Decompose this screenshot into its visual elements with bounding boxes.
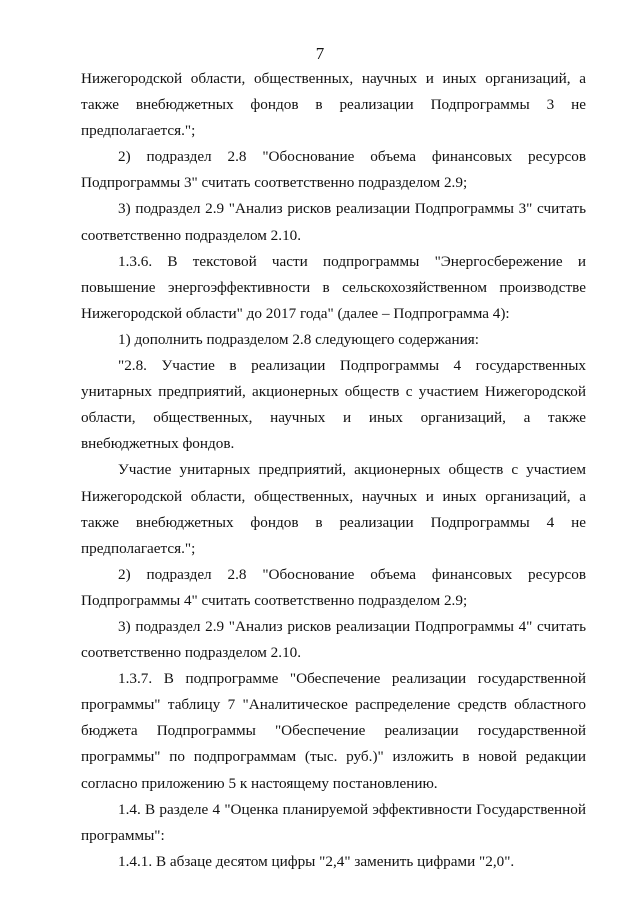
document-body [81,66,586,875]
paragraph-continuation: Нижегородской области, общественных, научных и иных организаций, а также внебюджетных фондов в реализации Подпрограммы 3 не предполагается."; [81,70,586,140]
paragraph-1-3-6: 1.3.6. В текстовой части подпрограммы "Энергосбережение и повышение энергоэффективности в сельскохозяйственном производстве Нижегородской области" до 2017 года" (далее – Подпрограмма 4): [81,252,586,322]
paragraph-item-3-subprogram-3: 3) подраздел 2.9 "Анализ рисков реализации Подпрограммы 3" считать соответственно подразделом 2.10. [81,200,586,244]
paragraph-1-3-7: 1.3.7. В подпрограмме "Обеспечение реализации государственной программы" таблицу 7 "Аналитическое распределение средств областного бюджета Подпрограммы "Обеспечение реализации государственной программы" по подпрограммам (тыс. руб.)" изложить в новой редакции согласно приложению 5 к настоящему постановлению. [81,670,586,792]
paragraph-item-1-subprogram-4: 1) дополнить подразделом 2.8 следующего содержания: [118,330,479,348]
page-number: 7 [315,44,325,63]
paragraph-item-2-subprogram-4: 2) подраздел 2.8 "Обоснование объема финансовых ресурсов Подпрограммы 4" считать соответственно подразделом 2.9; [81,565,586,609]
paragraph-quote-2-8: "2.8. Участие в реализации Подпрограммы 4 государственных унитарных предприятий, акционерных обществ с участием Нижегородской области, общественных, научных и иных организаций, а также внебюджетных фондов. [81,357,586,453]
paragraph-participation: Участие унитарных предприятий, акционерных обществ с участием Нижегородской области, общественных, научных и иных организаций, а также внебюджетных фондов в реализации Подпрограммы 4 не предполагается."; [81,461,586,557]
paragraph-item-3-subprogram-4: 3) подраздел 2.9 "Анализ рисков реализации Подпрограммы 4" считать соответственно подразделом 2.10. [81,617,586,662]
paragraph-1-4-1: 1.4.1. В абзаце десятом цифры "2,4" заменить цифрами "2,0". [118,852,515,870]
paragraph-item-2-subprogram-3: 2) подраздел 2.8 "Обоснование объема финансовых ресурсов Подпрограммы 3" считать соответственно подразделом 2.9; [81,148,586,192]
paragraph-1-4: 1.4. В разделе 4 "Оценка планируемой эффективности Государственной программы": [81,800,586,844]
